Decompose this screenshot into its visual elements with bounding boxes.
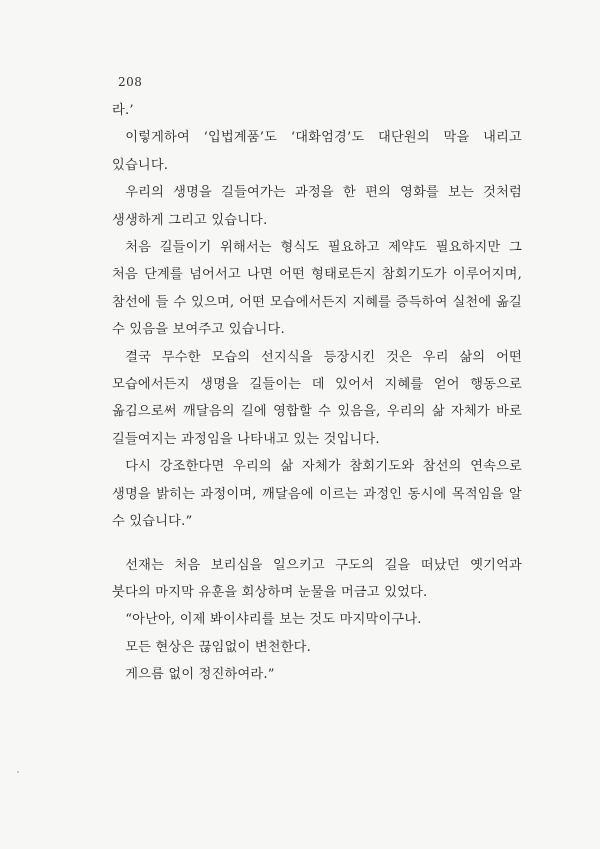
paragraph: 게으름 없이 정진하여라.” (125, 667, 275, 683)
paragraph: “아난아, 이제 봐이샤리를 보는 것도 마지막이구나. (125, 612, 422, 628)
paragraph: 처음 길들이기 위해서는 형식도 필요하고 제약도 필요하지만 그 처음 단계를 넘어서고 나면 어떤 형태로든지 참회기도가 이루어지며, 참선에 들 수 있으며, 어떤 모습에서든지 지혜를 증득하여 실천에 옮길 수 있음을 보여주고 있습니다. (112, 240, 522, 338)
paragraph: 라.’ (112, 103, 134, 118)
paragraph: 모든 현상은 끊임없이 변천한다. (125, 639, 311, 655)
paragraph: 선재는 처음 보리심을 일으키고 구도의 길을 떠났던 옛기억과 붓다의 마지막 유훈을 회상하며 눈물을 머금고 있었다. (112, 557, 522, 600)
paragraph: 다시 강조한다면 우리의 삶 자체가 참회기도와 참선의 연속으로 생명을 밝히는 과정이며, 깨달음에 이르는 과정인 동시에 목적임을 알 수 있습니다.” (112, 459, 522, 530)
scan-speck (17, 771, 19, 773)
section-gap (112, 536, 522, 552)
paragraph: 우리의 생명을 길들여가는 과정을 한 편의 영화를 보는 것처럼 생생하게 그리고 있습니다. (112, 185, 522, 228)
narrative-passage (112, 552, 522, 689)
body-text (112, 97, 522, 689)
paragraph: 결국 무수한 모습의 선지식을 등장시킨 것은 우리 삶의 어떤 모습에서든지 생명을 길들이는 데 있어서 지혜를 얻어 행동으로 옮김으로써 깨달음의 길에 영합할 수 있음을, 우리의 삶 자체가 바로 길들여지는 과정임을 나타내고 있는 것입니다. (112, 349, 522, 447)
paragraph: 이렇게하여 ‘입법계품’도 ‘대화엄경’도 대단원의 막을 내리고 있습니다. (112, 130, 522, 173)
quoted-passage (112, 97, 522, 536)
page-number: 208 (118, 75, 143, 89)
